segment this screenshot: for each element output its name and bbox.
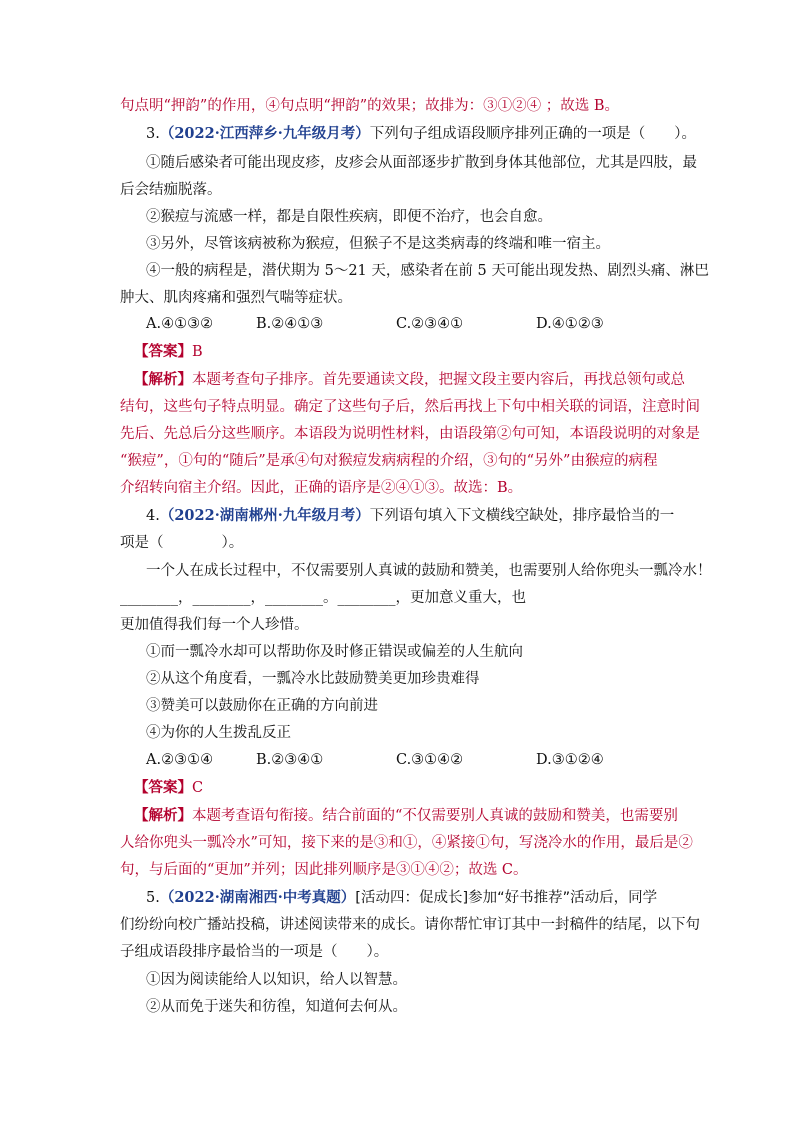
analysis-line-1: 本题考查句子排序。首先要通读文段，把握文段主要内容后，再找总领句或总: [192, 372, 685, 388]
question-number: 3.: [146, 126, 160, 142]
sentence-2: ②从这个角度看，一瓢冷水比鼓励赞美更加珍贵难得: [146, 671, 480, 687]
passage-line-2: ________，________，________。________，更加意义重大，也: [120, 590, 526, 606]
question-stem-cont-2: 子组成语段排序最恰当的一项是（ ）。: [120, 944, 389, 960]
question-3-header: [146, 124, 696, 144]
sentence-2: ②从而免于迷失和彷徨，知道何去何从。: [146, 999, 407, 1015]
question-5-header: [146, 888, 657, 908]
sentence-1: ①随后感染者可能出现皮疹，皮疹会从面部逐步扩散到身体其他部位，尤其是四肢，最: [146, 155, 697, 171]
question-stem: 下列语句填入下文横线空缺处，排序最恰当的一: [369, 508, 675, 524]
analysis-line-3: 先后、先总后分这些顺序。本语段为说明性材料，由语段第②句可知，本语段说明的对象是: [120, 426, 700, 442]
question-source: （2022·湖南郴州·九年级月考）: [159, 507, 370, 524]
answer-value: C: [192, 780, 204, 796]
sentence-1: ①因为阅读能给人以知识，给人以智慧。: [146, 972, 407, 988]
option-a: A.④①③②: [146, 316, 214, 332]
sentence-3: ③另外，尽管该病被称为猴痘，但猴子不是这类病毒的终端和唯一宿主。: [146, 236, 610, 252]
analysis-4: [134, 806, 678, 826]
option-b: B.②③④①: [256, 752, 324, 768]
question-stem-cont: 项是（ ）。: [120, 535, 244, 551]
option-c: C.②③④①: [396, 316, 464, 332]
answer-tag: 【答案】: [134, 779, 192, 796]
prev-analysis-end: 句点明“押韵”的作用，④句点明“押韵”的效果；故排为：③①②④ ；故选 B。: [120, 98, 620, 114]
option-a: A.②③①④: [146, 752, 214, 768]
analysis-tag: 【解析】: [134, 807, 192, 824]
passage-line-3: 更加值得我们每一个人珍惜。: [120, 617, 309, 633]
analysis-line-2: 结句，这些句子特点明显。确定了这些句子后，然后再找上下句中相关联的词语，注意时间: [120, 399, 700, 415]
passage-line-1: 一个人在成长过程中，不仅需要别人真诚的鼓励和赞美，也需要别人给你兜头一瓢冷水！: [146, 563, 712, 579]
option-c: C.③①④②: [396, 752, 464, 768]
answer-3: [134, 342, 203, 362]
sentence-3: ③赞美可以鼓励你在正确的方向前进: [146, 698, 378, 714]
option-b: B.②④①③: [256, 316, 324, 332]
question-4-header: [146, 506, 674, 526]
answer-tag: 【答案】: [134, 343, 192, 360]
sentence-4: ④一般的病程是，潜伏期为 5～21 天，感染者在前 5 天可能出现发热、剧烈头痛、淋巴: [146, 263, 709, 279]
analysis-3: [134, 370, 685, 390]
option-d: D.③①②④: [536, 752, 604, 768]
analysis-tag: 【解析】: [134, 371, 192, 388]
sentence-4: ④为你的人生拨乱反正: [146, 725, 291, 741]
question-source: （2022·湖南湘西·中考真题）: [159, 889, 356, 906]
answer-4: [134, 778, 203, 798]
option-d: D.④①②③: [536, 316, 604, 332]
question-stem: [活动四：促成长]参加“好书推荐”活动后，同学: [355, 890, 658, 906]
sentence-1-cont: 后会结痂脱落。: [120, 182, 222, 198]
question-stem: 下列句子组成语段顺序排列正确的一项是（ ）。: [369, 126, 697, 142]
analysis-line-4: “猴痘”，①句的“随后”是承④句对猴痘发病病程的介绍，③句的“另外”由猴痘的病程: [120, 453, 658, 469]
sentence-1: ①而一瓢冷水却可以帮助你及时修正错误或偏差的人生航向: [146, 644, 523, 660]
question-source: （2022·江西萍乡·九年级月考）: [159, 125, 370, 142]
question-number: 4.: [146, 508, 160, 524]
answer-value: B: [192, 344, 203, 360]
sentence-2: ②猴痘与流感一样，都是自限性疾病，即便不治疗，也会自愈。: [146, 209, 552, 225]
analysis-line-1: 本题考查语句衔接。结合前面的“不仅需要别人真诚的鼓励和赞美，也需要别: [192, 808, 678, 824]
question-stem-cont: 们纷纷向校广播站投稿，讲述阅读带来的成长。请你帮忙审订其中一封稿件的结尾，以下句: [120, 917, 700, 933]
analysis-line-3: 句，与后面的“更加”并列；因此排列顺序是③①④②；故选 C。: [120, 862, 528, 878]
sentence-4-cont: 肿大、肌肉疼痛和强烈气喘等症状。: [120, 290, 352, 306]
analysis-line-5: 介绍转向宿主介绍。因此，正确的语序是②④①③。故选：B。: [120, 480, 523, 496]
analysis-line-2: 人给你兜头一瓢冷水”可知，接下来的是③和①，④紧接①句，写浇冷水的作用，最后是②: [120, 835, 693, 851]
question-number: 5.: [146, 890, 160, 906]
